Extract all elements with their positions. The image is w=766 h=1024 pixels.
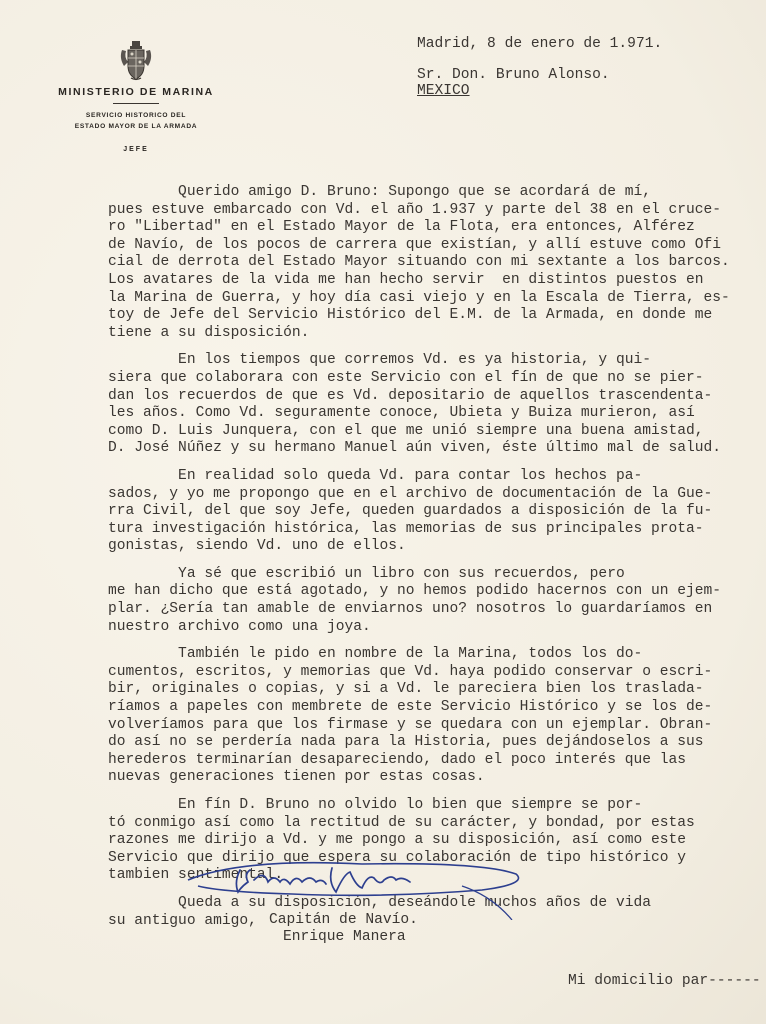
text-line: cumentos, escritos, y memorias que Vd. haya podido conservar o escri- bbox=[108, 663, 713, 680]
text-line: toy de Jefe del Servicio Histórico del E.M. de la Armada, en donde me bbox=[108, 307, 713, 324]
text-line: Los avatares de la vida me han hecho servir en distintos puestos en bbox=[108, 271, 704, 288]
text-line: tura investigación histórica, las memorias de sus principales prota- bbox=[108, 520, 704, 537]
text-line: la Marina de Guerra, y hoy día casi viejo y en la Escala de Tierra, es- bbox=[108, 289, 730, 306]
letter-body bbox=[108, 184, 730, 930]
paragraph-gap bbox=[108, 458, 730, 468]
service-line-1: SERVICIO HISTORICO DEL bbox=[85, 112, 187, 119]
text-line: nuestro archivo como una joya. bbox=[108, 618, 371, 635]
text-line: tiene a su disposición. bbox=[108, 324, 310, 341]
text-line: También le pido en nombre de la Marina, todos los do- bbox=[108, 646, 643, 663]
paragraph-gap bbox=[108, 636, 730, 646]
handwritten-signature bbox=[182, 850, 542, 920]
text-line: Queda a su disposición, deseándole muchos años de vida bbox=[108, 894, 651, 911]
text-line: gonistas, siendo Vd. uno de ellos. bbox=[108, 538, 406, 555]
text-line: cial de derrota del Estado Mayor situando con mi sextante a los barcos. bbox=[108, 254, 730, 271]
text-line: como D. Luis Junquera, con el que me unió siempre una buena amistad, bbox=[108, 422, 704, 439]
paragraph-gap bbox=[108, 556, 730, 566]
text-line: me han dicho que está agotado, y no hemos podido hacernos con un ejem- bbox=[108, 583, 722, 600]
text-line: dan los recuerdos de que es Vd. depositario de aquellos trascendenta- bbox=[108, 387, 713, 404]
position-title: JEFE bbox=[123, 146, 149, 153]
letterhead bbox=[30, 40, 242, 153]
paragraph bbox=[108, 646, 730, 787]
text-line: rra Civil, del que soy Jefe, queden guardados a disposición de la fu- bbox=[108, 503, 713, 520]
text-line: bir, originales o copias, y si a Vd. le pareciera bien los traslada- bbox=[108, 681, 704, 698]
paragraph bbox=[108, 184, 730, 342]
text-line: do así no se perdería nada para la Historia, pues dejándoselos a sus bbox=[108, 734, 704, 751]
service-line-2: ESTADO MAYOR DE LA ARMADA bbox=[74, 123, 198, 130]
text-line: pues estuve embarcado con Vd. el año 1.937 y parte del 38 en el cruce- bbox=[108, 201, 722, 218]
text-line: tó conmigo así como la rectitud de su carácter, y bondad, por estas bbox=[108, 814, 695, 831]
text-line: ríamos a papeles con membrete de este Servicio Histórico y se los de- bbox=[108, 699, 713, 716]
text-line: En fín D. Bruno no olvido lo bien que siempre se por- bbox=[108, 797, 643, 813]
ministry-title: MINISTERIO DE MARINA bbox=[58, 86, 214, 98]
paragraph bbox=[108, 468, 730, 556]
signer-rank: Capitán de Navío. bbox=[269, 912, 418, 928]
address-note: Mi domicilio par------ bbox=[568, 973, 761, 989]
coat-of-arms-icon bbox=[118, 40, 154, 82]
text-line: de Navío, de los pocos de carrera que existían, y allí estuve como Ofi bbox=[108, 236, 722, 253]
text-line: D. José Núñez y su hermano Manuel aún viven, éste último mal de salud. bbox=[108, 440, 722, 457]
text-line: siera que colaborara con este Servicio con el fín de que no se pier- bbox=[108, 369, 704, 386]
text-line: tambien sentimental. bbox=[108, 867, 284, 884]
text-line: En realidad solo queda Vd. para contar los hechos pa- bbox=[108, 467, 643, 484]
text-line: Querido amigo D. Bruno: Supongo que se acordará de mí, bbox=[108, 184, 651, 200]
text-line: En los tiempos que corremos Vd. es ya historia, y qui- bbox=[108, 352, 651, 369]
paragraph-gap bbox=[108, 342, 730, 352]
text-line: razones me dirijo a Vd. y me pongo a su disposición, así como este bbox=[108, 832, 687, 849]
text-line: plar. ¿Sería tan amable de enviarnos uno? nosotros lo guardaríamos en bbox=[108, 601, 713, 618]
recipient-name: Sr. Don. Bruno Alonso. bbox=[417, 67, 610, 83]
text-line: les años. Como Vd. seguramente conoce, Ubieta y Buiza murieron, así bbox=[108, 405, 695, 422]
paragraph bbox=[108, 566, 730, 636]
text-line: nuevas generaciones tienen por estas cosas. bbox=[108, 769, 485, 786]
paragraph bbox=[108, 352, 730, 458]
recipient-city: MEXICO bbox=[417, 83, 470, 99]
letterhead-divider bbox=[113, 103, 159, 104]
text-line: sados, y yo me propongo que en el archivo de documentación de la Gue- bbox=[108, 485, 713, 502]
text-line: su antiguo amigo, bbox=[108, 912, 257, 929]
text-line: volveríamos para que los firmase y se quedara con un ejemplar. Obran- bbox=[108, 716, 713, 733]
text-line: Servicio que dirijo que espera su colaboración de tipo histórico y bbox=[108, 849, 687, 866]
paragraph-gap bbox=[108, 787, 730, 797]
text-line: ro "Libertad" en el Estado Mayor de la Flota, era entonces, Alférez bbox=[108, 219, 695, 236]
text-line: Ya sé que escribió un libro con sus recuerdos, pero bbox=[108, 565, 625, 582]
letter-date: Madrid, 8 de enero de 1.971. bbox=[417, 36, 663, 52]
signer-name: Enrique Manera bbox=[283, 929, 406, 945]
text-line: herederos terminarían desapareciendo, dado el poco interés que las bbox=[108, 751, 687, 768]
